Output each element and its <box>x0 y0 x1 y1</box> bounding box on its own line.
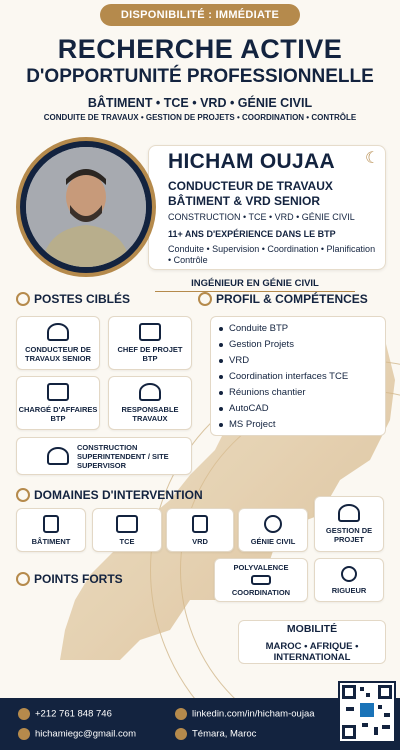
handshake-icon <box>251 575 271 585</box>
poste-tile <box>16 316 100 370</box>
domaine-label: TCE <box>119 536 135 546</box>
briefcase-icon <box>47 383 69 401</box>
strength-label: RIGUEUR <box>331 585 367 595</box>
gear-icon <box>16 488 30 502</box>
section-points-forts <box>16 572 123 586</box>
availability-badge: DISPONIBILITÉ : IMMÉDIATE <box>100 4 300 26</box>
phone-contact[interactable] <box>18 708 112 720</box>
phone-text: +212 761 848 746 <box>35 708 112 720</box>
person-portrait-icon <box>26 147 146 267</box>
competence-item: Réunions chantier <box>219 385 377 401</box>
profile-specialties: CONSTRUCTION • TCE • VRD • GÉNIE CIVIL <box>168 212 355 222</box>
building-icon <box>43 515 59 533</box>
competence-item: MS Project <box>219 417 377 433</box>
competence-item: Gestion Projets <box>219 337 377 353</box>
competence-item: VRD <box>219 353 377 369</box>
mobility-text: MAROC • AFRIQUE • INTERNATIONAL <box>265 641 359 663</box>
poste-label: CHEF DE PROJET BTP <box>117 345 183 363</box>
competences-list <box>210 316 386 436</box>
domaine-tile <box>166 508 234 552</box>
mobility-title: MOBILITÉ <box>286 623 338 635</box>
blueprint-icon <box>116 515 138 533</box>
poste-tile <box>108 376 192 430</box>
gear-icon <box>198 292 212 306</box>
section-postes-title: POSTES CIBLÉS <box>34 292 131 306</box>
gear-icon <box>16 572 30 586</box>
domaine-tile <box>92 508 162 552</box>
gears-icon <box>264 515 282 533</box>
supervisor-icon <box>47 447 69 465</box>
competence-item: Coordination interfaces TCE <box>219 369 377 385</box>
qr-code[interactable] <box>338 681 396 743</box>
sectors-line: BÂTIMENT • TCE • VRD • GÉNIE CIVIL <box>87 96 313 110</box>
profile-experience: 11+ ANS D'EXPÉRIENCE DANS LE BTP <box>168 229 336 239</box>
headline-title: RECHERCHE ACTIVE <box>57 34 343 64</box>
profile-name: HICHAM OUJAA <box>168 150 335 173</box>
strength-label: POLYVALENCE <box>233 563 289 572</box>
section-competences <box>198 292 368 306</box>
linkedin-text: linkedin.com/in/hicham-oujaa <box>192 708 315 720</box>
location-pin-icon <box>175 728 187 740</box>
profile-degree: INGÉNIEUR EN GÉNIE CIVIL <box>191 278 319 289</box>
domaine-tile <box>238 508 308 552</box>
team-icon <box>338 504 360 522</box>
domaine-tile <box>16 508 86 552</box>
domaine-label: BÂTIMENT <box>31 536 71 546</box>
briefcase-icon <box>139 323 161 341</box>
headline-subtitle: D'OPPORTUNITÉ PROFESSIONNELLE <box>26 66 374 87</box>
qr-code-icon <box>340 683 394 741</box>
section-competences-title: PROFIL & COMPÉTENCES <box>216 292 368 306</box>
poste-label: RESPONSABLE TRAVAUX <box>121 405 179 423</box>
domaine-label: GÉNIE CIVIL <box>250 536 296 546</box>
strength-tile <box>214 558 308 602</box>
linkedin-icon <box>175 708 187 720</box>
domaine-label: VRD <box>192 536 208 546</box>
competence-item: Conduite BTP <box>219 321 377 337</box>
profile-photo <box>26 147 146 267</box>
poste-tile <box>108 316 192 370</box>
section-points-forts-title: POINTS FORTS <box>34 572 123 586</box>
mobility-box <box>238 620 386 664</box>
email-text: hichamiegc@gmail.com <box>35 728 136 740</box>
email-contact[interactable] <box>18 728 136 740</box>
worker-icon <box>47 323 69 341</box>
strength-label-2: COORDINATION <box>231 588 291 597</box>
roles-line: CONDUITE DE TRAVAUX • GESTION DE PROJETS • COORDINATION • CONTRÔLE <box>43 113 357 122</box>
moon-icon: ☾ <box>365 150 380 167</box>
poste-label: CONSTRUCTION SUPERINTENDENT / SITE SUPERVISOR <box>77 442 169 470</box>
tools-icon <box>192 515 208 533</box>
competence-item: AutoCAD <box>219 401 377 417</box>
domaine-label: GESTION DE PROJET <box>325 526 373 544</box>
section-domaines-title: DOMAINES D'INTERVENTION <box>34 488 203 502</box>
poste-label: CHARGÉ D'AFFAIRES BTP <box>18 405 98 423</box>
poste-tile <box>16 376 100 430</box>
poste-tile <box>16 437 192 475</box>
profile-title-line1: CONDUCTEUR DE TRAVAUX <box>168 179 333 193</box>
linkedin-contact[interactable] <box>175 708 315 720</box>
award-icon <box>341 566 357 582</box>
poste-label: CONDUCTEUR DE TRAVAUX SENIOR <box>25 345 91 363</box>
section-postes <box>16 292 130 306</box>
strength-tile <box>314 558 384 602</box>
location-contact <box>175 728 256 740</box>
domaine-tile <box>314 496 384 552</box>
profile-skills: Conduite • Supervision • Coordination • Planification • Contrôle <box>168 244 376 265</box>
section-domaines <box>16 488 203 502</box>
phone-icon <box>18 708 30 720</box>
mail-icon <box>18 728 30 740</box>
location-text: Témara, Maroc <box>192 728 257 740</box>
profile-title-line2: BÂTIMENT & VRD SENIOR <box>168 194 321 208</box>
engineer-icon <box>139 383 161 401</box>
gear-icon <box>16 292 30 306</box>
